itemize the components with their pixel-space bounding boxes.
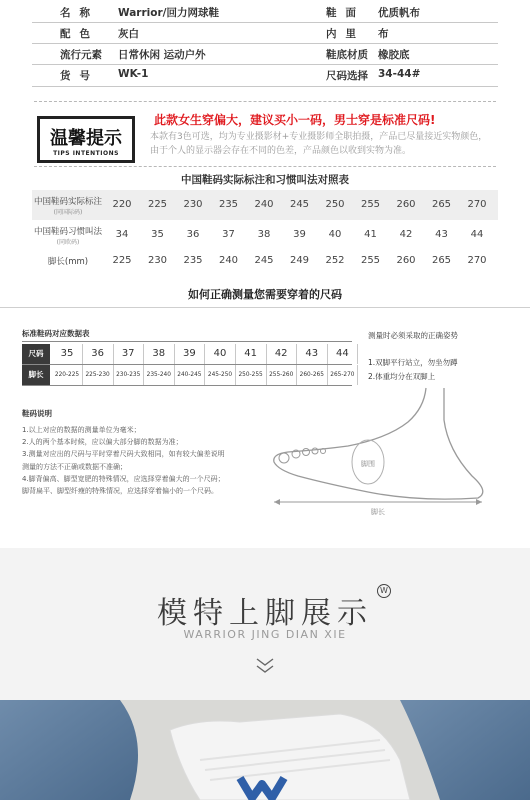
size-cell: 245 — [254, 255, 274, 266]
jeans-left — [0, 700, 138, 800]
size-cell: 34 — [115, 229, 129, 240]
divider — [22, 341, 352, 342]
reference-size-cell: 43 — [297, 344, 328, 364]
registered-mark: W — [377, 584, 391, 598]
info-label: 鞋底材质 — [326, 49, 368, 61]
reference-size-cell: 35 — [52, 344, 83, 364]
size-cell: 252 — [325, 255, 345, 266]
explain-line: 1.以上对应的数据的测量单位为毫米； — [22, 426, 141, 434]
reference-size-cell: 40 — [205, 344, 236, 364]
size-cell: 265 — [431, 199, 452, 210]
reference-length-cell: 230-235 — [113, 365, 144, 385]
toe — [303, 449, 310, 456]
reference-size-cell: 44 — [327, 344, 358, 364]
model-photo — [0, 700, 530, 800]
foot-outline — [274, 388, 483, 499]
pose-title: 测量时必须采取的正确姿势 — [368, 331, 458, 340]
reference-length-cell: 255-260 — [266, 365, 297, 385]
info-row — [0, 65, 530, 87]
size-cell: 40 — [328, 229, 342, 240]
size-table-title: 中国鞋码实际标注和习惯叫法对照表 — [181, 174, 349, 186]
info-row — [0, 44, 530, 66]
color-disclaimer: 本款有3色可选，均为专业摄影材+专业摄影师全职拍摄，产品已尽量接近实物颜色，由于个人的显示器会存在不同的色差，产品颜色以收到实物为准。 — [150, 132, 488, 156]
size-cell: 36 — [186, 229, 200, 240]
row-header — [32, 190, 104, 220]
reference-length-cell: 225-230 — [83, 365, 114, 385]
size-cell: 220 — [112, 199, 132, 210]
info-value: 34-44# — [378, 68, 421, 80]
size-cell: 255 — [360, 199, 381, 210]
row-header-label: 脚长(mm) — [47, 257, 89, 267]
info-value: 灰白 — [118, 28, 139, 40]
size-cell: 42 — [399, 229, 413, 240]
size-cell: 235 — [183, 255, 203, 266]
info-label: 名称 — [60, 7, 99, 19]
size-explain-text — [22, 424, 272, 497]
tips-title: 温馨提示 — [50, 128, 122, 149]
info-value: Warrior/回力网球鞋 — [118, 7, 219, 19]
info-label: 货号 — [60, 70, 99, 82]
size-cell: 235 — [218, 199, 239, 210]
tips-subtitle: TIPS INTENTIONS — [53, 150, 119, 157]
divider — [32, 86, 498, 87]
size-cell: 225 — [147, 199, 168, 210]
pose-item: 1.双脚平行站立，勿坐勿蹲 — [368, 358, 458, 367]
reference-size-cell: 36 — [83, 344, 114, 364]
foot-illustration — [258, 380, 520, 520]
explain-line: 3.测量对应出的尺码与平时穿着尺码大致相同，如有较大偏差说明 — [22, 450, 225, 459]
info-label: 鞋面 — [326, 7, 365, 19]
product-info — [0, 0, 530, 88]
size-table-row — [32, 246, 498, 276]
reference-length-cell: 220-225 — [52, 365, 83, 385]
info-value: 橡胶底 — [378, 49, 410, 61]
info-label: 尺码选择 — [326, 70, 368, 82]
info-label: 流行元素 — [60, 49, 102, 61]
info-label: 内里 — [326, 28, 365, 40]
divider — [0, 307, 530, 308]
size-cell: 39 — [293, 229, 306, 240]
size-explain-title: 鞋码说明 — [22, 409, 52, 418]
size-cell: 270 — [467, 199, 487, 210]
girth-label: 脚围 — [361, 460, 375, 468]
model-title: 模特上脚展示 — [157, 596, 373, 631]
chevron-down-icon — [253, 656, 277, 676]
size-cell: 230 — [147, 255, 168, 266]
reference-size-cell: 37 — [113, 344, 144, 364]
size-cell: 270 — [467, 255, 487, 266]
size-cell: 255 — [360, 255, 381, 266]
size-cell: 260 — [396, 199, 416, 210]
model-subtitle: WARRIOR JING DIAN XIE — [183, 628, 347, 641]
toe — [312, 448, 318, 454]
size-cell: 240 — [218, 255, 239, 266]
size-cell: 38 — [257, 229, 271, 240]
dashed-divider — [34, 101, 496, 102]
size-cell: 230 — [183, 199, 203, 210]
arrow-left — [274, 499, 280, 505]
reference-size-row — [22, 344, 352, 364]
arrow-right — [476, 499, 482, 505]
explain-line: 2.人的两个基本时候，应以偏大部分脚的数据为准； — [22, 438, 183, 447]
size-cell: 43 — [435, 229, 448, 240]
measure-title: 如何正确测量您需要穿着的尺码 — [188, 288, 342, 301]
explain-line: 测量的方法不正确或数据不准确； — [22, 462, 127, 471]
row-header-sub: (同国际码) — [53, 208, 83, 216]
info-value: WK-1 — [118, 68, 149, 80]
reference-table-title: 标准鞋码对应数据表 — [22, 329, 90, 338]
row-header-sub: (同欧码) — [56, 238, 80, 246]
length-header: 脚长 — [22, 365, 50, 385]
size-cell: 44 — [470, 229, 484, 240]
info-row — [0, 23, 530, 45]
reference-length-cell: 265-270 — [327, 365, 358, 385]
size-cell: 240 — [254, 199, 274, 210]
explain-line: 脚背扁平、脚型纤瘦的特殊情况，应选择穿着偏小的一个尺码。 — [22, 487, 218, 496]
reference-length-cell: 260-265 — [297, 365, 328, 385]
info-row — [0, 2, 530, 24]
row-header — [32, 246, 104, 276]
size-cell: 260 — [396, 255, 416, 266]
reference-length-cell: 250-255 — [236, 365, 267, 385]
dashed-divider — [34, 166, 496, 167]
row-header-label: 中国鞋码习惯叫法 — [33, 226, 102, 237]
info-value: 优质帆布 — [378, 7, 420, 19]
row-header-label: 中国鞋码实际标注 — [33, 196, 102, 207]
pose-item: 2.体重均分在双脚上 — [368, 372, 436, 381]
size-header: 尺码 — [22, 344, 50, 364]
reference-size-cell: 41 — [236, 344, 267, 364]
size-cell: 225 — [112, 255, 132, 266]
size-cell: 245 — [289, 199, 310, 210]
info-value: 日常休闲 运动户外 — [118, 49, 206, 61]
reference-length-cell: 235-240 — [144, 365, 175, 385]
size-table-row — [32, 190, 498, 220]
size-cell: 41 — [364, 229, 377, 240]
size-cell: 265 — [431, 255, 452, 266]
size-warning: 此款女生穿偏大，建议买小一码，男士穿是标准尺码! — [154, 113, 436, 127]
length-label: 脚长 — [371, 508, 385, 516]
size-cell: 35 — [151, 229, 164, 240]
reference-size-cell: 42 — [266, 344, 297, 364]
size-cell: 249 — [289, 255, 310, 266]
toe — [279, 453, 289, 463]
size-cell: 250 — [325, 199, 345, 210]
explain-line: 4.脚背偏高、脚型宽肥的特殊情况，应选择穿着偏大的一个尺码； — [22, 474, 225, 483]
reference-size-cell: 39 — [174, 344, 205, 364]
info-value: 布 — [378, 28, 389, 40]
size-cell: 37 — [222, 229, 235, 240]
reference-length-cell: 245-250 — [205, 365, 236, 385]
tips-badge — [37, 116, 135, 163]
info-label: 配色 — [60, 28, 99, 40]
reference-length-cell: 240-245 — [174, 365, 205, 385]
reference-size-cell: 38 — [144, 344, 175, 364]
